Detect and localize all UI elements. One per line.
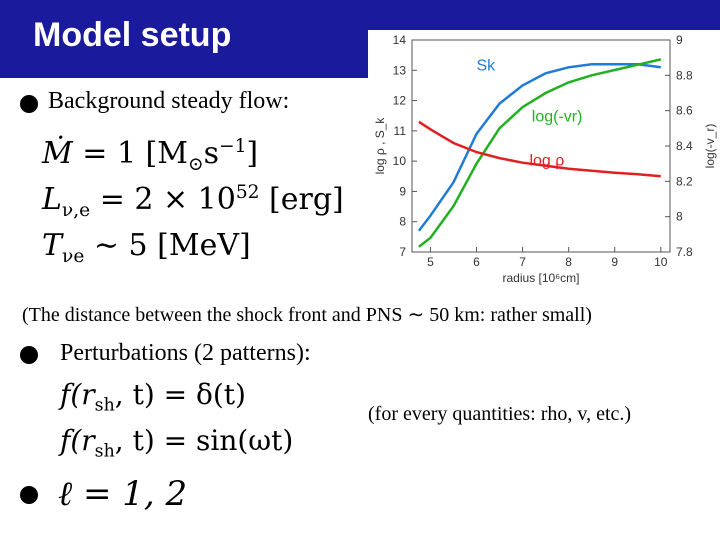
- eq1-rhs: = 1 [M: [82, 136, 188, 171]
- x-tick-label: 10: [654, 255, 668, 269]
- eq3-lhs: T: [42, 228, 63, 263]
- eq1-sun: ⊙: [187, 154, 204, 175]
- eq1-unit: s: [203, 136, 219, 171]
- y-left-tick-label: 7: [399, 245, 406, 259]
- pert1-f: f(r: [60, 378, 95, 411]
- series-label-1: Sk: [476, 57, 496, 75]
- y-right-axis-label: log(-v_r): [703, 123, 717, 169]
- eq2-sup: 52: [235, 182, 260, 203]
- eq3-rhs: ∼ 5 [MeV]: [93, 228, 251, 263]
- bullet-dot-3: [20, 486, 38, 504]
- y-right-tick-label: 8.6: [676, 103, 693, 118]
- pert1-sub: sh: [94, 395, 115, 416]
- shock-distance-note: (The distance between the shock front and PNS ∼ 50 km: rather small): [22, 304, 592, 326]
- y-left-tick-label: 10: [392, 154, 406, 169]
- radial-profile-chart: [368, 30, 720, 288]
- y-left-tick-label: 13: [392, 63, 406, 78]
- pert1-tail: , t) = δ(t): [114, 378, 246, 411]
- slide-title: Model setup: [33, 16, 232, 54]
- y-right-tick-label: 8: [676, 209, 683, 224]
- bullet-dot-1: [20, 95, 38, 113]
- equation-mass-accretion: [42, 136, 258, 175]
- eq2-rhs: = 2 × 10: [99, 182, 236, 217]
- y-right-tick-label: 9: [676, 33, 683, 47]
- eq1-sup: −1: [218, 136, 247, 157]
- x-tick-label: 6: [473, 255, 480, 269]
- eq1-close: ]: [246, 136, 259, 171]
- equation-ell: ℓ = 1, 2: [58, 474, 188, 514]
- y-right-tick-label: 7.8: [676, 245, 693, 259]
- pert2-sub: sh: [94, 441, 115, 462]
- y-left-tick-label: 12: [392, 93, 406, 108]
- bullet-text-background: Background steady flow:: [48, 88, 290, 114]
- y-left-axis-label: log ρ , S_k: [373, 117, 387, 175]
- eq3-sub: νe: [62, 246, 85, 267]
- y-left-tick-label: 9: [399, 184, 406, 199]
- pert2-tail: , t) = sin(ωt): [114, 424, 294, 457]
- equation-perturbation-sin: [60, 424, 293, 462]
- eq2-tail: [erg]: [259, 182, 344, 217]
- y-right-tick-label: 8.2: [676, 174, 693, 189]
- perturbation-note: (for every quantities: rho, v, etc.): [368, 403, 632, 425]
- series-label-3: log ρ: [529, 152, 565, 170]
- equation-perturbation-delta: [60, 378, 246, 416]
- y-left-tick-label: 11: [393, 123, 406, 138]
- equation-luminosity: [42, 182, 344, 221]
- y-right-tick-label: 8.8: [676, 68, 693, 83]
- series-label-2: log(-vr): [531, 108, 583, 126]
- y-right-tick-label: 8.4: [676, 139, 693, 153]
- x-tick-label: 5: [427, 255, 434, 269]
- x-axis-label: radius [10⁶cm]: [502, 271, 580, 285]
- plot-frame: [412, 40, 670, 252]
- bullet-text-perturbations: Perturbations (2 patterns):: [60, 340, 311, 366]
- y-left-tick-label: 14: [392, 33, 406, 47]
- bullet-dot-2: [20, 346, 38, 364]
- eq2-sub: ν,e: [61, 200, 91, 221]
- pert2-f: f(r: [60, 424, 95, 457]
- x-tick-label: 8: [565, 255, 572, 269]
- x-tick-label: 9: [611, 255, 619, 269]
- eq2-lhs: L: [42, 182, 62, 217]
- y-left-tick-label: 8: [399, 214, 406, 229]
- equation-temperature: [42, 228, 251, 267]
- series-line-1: [419, 64, 661, 231]
- chart-panel: [368, 30, 720, 288]
- eq1-lhs: Ṁ: [42, 136, 73, 171]
- x-tick-label: 7: [519, 255, 526, 269]
